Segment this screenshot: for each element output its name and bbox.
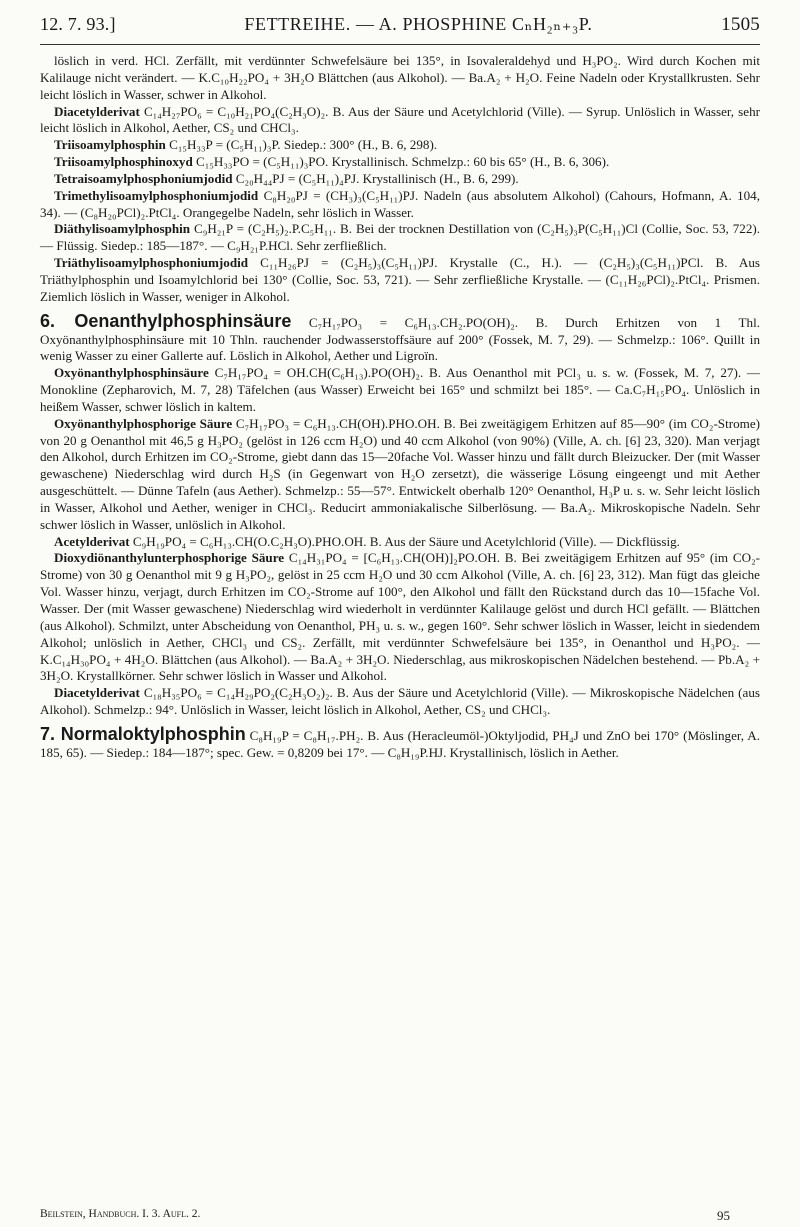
entry-heading: Triisoamylphosphin: [54, 137, 166, 153]
entry: [40, 137, 760, 154]
paragraph: [40, 53, 760, 104]
entry: [40, 171, 760, 188]
header-date: 12. 7. 93.]: [40, 14, 116, 34]
section-heading: 6. Oenanthylphosphinsäure: [40, 310, 292, 331]
entry-text: C₁₅H₃₃P = (C₅H₁₁)₃P. Siedep.: 300° (H., B. 6, 298).: [165, 137, 438, 153]
entry-text: C₈H₂₀PJ = (CH₃)₃(C₅H₁₁)PJ. Nadeln (aus absolutem Alkohol) (Cahours, Hofmann, A. 104, 34). — (C₈H₂₀PCl)₂.PtCl₄. Orangegelbe Nadeln, sehr löslich in Wasser.: [40, 187, 760, 220]
page-footer: [40, 1208, 760, 1224]
footer-signature: 95: [717, 1208, 730, 1223]
entry: [40, 188, 760, 222]
entry-text: C₁₁H₂₆PJ = (C₂H₅)₃(C₅H₁₁)PJ. Krystalle (C., H.). — (C₂H₅)₃(C₅H₁₁)PCl. B. Aus Triäthylphosphin und Isoamylchlorid bei 130° (Collie, Soc. 53, 721). — Sehr zerfließliche Krystalle. — (C₁₁H₂₆PCl)₂.PtCl₄. Prismen. Ziemlich löslich in Wasser, weniger in Alkohol.: [40, 255, 760, 304]
entry-heading: Oxyönanthylphosphinsäure: [54, 365, 209, 381]
entry-text: C₁₈H₃₅PO₆ = C₁₄H₂₉PO₂(C₂H₃O₂)₂. B. Aus der Säure und Acetylchlorid (Ville). — Mikroskopische Nädelchen (aus Alkohol). Schmelzp.: 94°. Unlöslich in Wasser, leicht löslich in Alkohol, Aether, CS₂ und CHCl₃.: [40, 685, 760, 718]
entry-text: C₇H₁₇PO₃ = C₆H₁₃.CH₂.PO(OH)₂. B. Durch Erhitzen von 1 Thl. Oxyönanthylphosphinsäure mit 10 Thln. rauchender Jodwasserstoffsäure auf 200° (Fossek, M. 7, 29). — Schmelzp.: 106°. Quillt in wenig Wasser zu einer Gallerte auf. Löslich in Alkohol, Aether und Ligroïn.: [40, 314, 761, 364]
paragraph-text: löslich in verd. HCl. Zerfällt, mit verdünnter Schwefelsäure bei 135°, in Isovaleraldehyd und H₃PO₂. Wird durch Kochen mit Kalilauge nicht verändert. — K.C₁₀H₂₂PO₄ + 3H₂O Blättchen (aus Alkohol). — Ba.A₂ + H₂O. Feine Nadeln oder Krystallkrusten. Sehr leicht löslich in Wasser, schwer in Alkohol.: [40, 53, 760, 102]
entry-heading: Diacetylderivat: [54, 685, 140, 701]
entry-heading: Diäthylisoamylphosphin: [54, 221, 191, 237]
entry: [40, 685, 760, 719]
entry-text: C₂₀H₄₄PJ = (C₅H₁₁)₄PJ. Krystallinisch (H., B. 6, 299).: [232, 170, 519, 186]
entry-text: C₁₄H₃₁PO₄ = [C₆H₁₃.CH(OH)]₂PO.OH. B. Bei zweitägigem Erhitzen auf 95° (im CO₂-Strome) von 30 g Oenanthol mit 9 g H₃PO₂, gelöst in 25 ccm H₂O und 30 ccm Alkohol (Ville, A. ch. [6] 23, 312). Man fügt das gleiche Vol. Wasser hinzu, verjagt, durch Erhitzen im CO₂-Strome auf 100°, den Alkohol und fällt den Rückstand durch das 10—15fache Vol. Wasser. Der (mit Wasser gewaschene) Niederschlag wird wiederholt in verdünnter Kalilauge gelöst und durch HCl gefällt. — Blättchen (aus Alkohol). Schmilzt, unter Abscheidung von Oenanthol, PH₃ u. s. w., gegen 160°. Sehr schwer löslich in Wasser, leicht in siedendem Alkohol; unlöslich in Aether, CHCl₃ und CS₂. Zerfällt, mit verdünnter Schwefelsäure bei 135°, in Oenanthol und H₃PO₂. — K.C₁₄H₃₀PO₄ + 4H₂O. Blättchen (aus Alkohol). — Ba.A₂ + 3H₂O. Niederschlag, aus mikroskopischen Nädelchen bestehend. — Pb.A₂ + 3H₂O. Krystallkörner. Sehr schwer löslich in Wasser und Alkohol.: [40, 550, 760, 684]
entry: [40, 154, 760, 171]
section-entry: [40, 723, 760, 762]
entry: [40, 221, 760, 255]
entry: [40, 104, 760, 138]
header-rule: [40, 44, 760, 45]
page-number: 1505: [721, 14, 760, 35]
page-body: [40, 53, 760, 762]
entry: [40, 550, 760, 685]
footer-source: Beilstein, Handbuch. I. 3. Aufl. 2.: [40, 1208, 201, 1220]
section-heading: 7. Normaloktylphosphin: [40, 723, 246, 744]
entry-heading: Dioxydiönanthylunterphosphorige Säure: [54, 550, 285, 566]
entry-text: C₉H₁₉PO₄ = C₆H₁₃.CH(O.C₂H₃O).PHO.OH. B. Aus der Säure und Acetylchlorid (Ville). — Dickflüssig.: [129, 533, 680, 549]
entry-heading: Triäthylisoamylphosphoniumjodid: [54, 255, 249, 271]
entry: [40, 255, 760, 306]
entry-text: C₇H₁₇PO₄ = OH.CH(C₆H₁₃).PO(OH)₂. B. Aus Oenanthol mit PCl₃ u. s. w. (Fossek, M. 7, 27). — Monokline (Zepharovich, M. 7, 28) Täfelchen (aus Wasser) Erweicht bei 165° und schmilzt bei 185°. — Ca.C₇H₁₅PO₄. Unlöslich in heißem Wasser, schwer löslich in kaltem.: [40, 365, 760, 414]
entry-text: C₁₄H₂₇PO₆ = C₁₀H₂₁PO₄(C₂H₃O)₂. B. Aus der Säure und Acetylchlorid (Ville). — Syrup. Unlöslich in Wasser, sehr leicht löslich in Alkohol, Aether, CS₂ und CHCl₃.: [40, 103, 760, 136]
entry-heading: Tetraisoamylphosphoniumjodid: [54, 170, 233, 186]
entry-text: C₉H₂₁P = (C₂H₅)₂.P.C₅H₁₁. B. Bei der trocknen Destillation von (C₂H₅)₃P(C₅H₁₁)Cl (Collie, Soc. 53, 722). — Flüssig. Siedep.: 185—187°. — C₉H₂₁P.HCl. Sehr zerfließlich.: [40, 221, 760, 254]
section-entry: [40, 310, 761, 366]
entry: [40, 534, 760, 551]
entry-heading: Triisoamylphosphinoxyd: [54, 154, 193, 170]
entry-text: C₇H₁₇PO₃ = C₆H₁₃.CH(OH).PHO.OH. B. Bei zweitägigem Erhitzen auf 85—90° (im CO₂-Strome) von 20 g Oenanthol mit 46,5 g H₃PO₂ (gelöst in 126 ccm H₂O) und 40 ccm Alkohol (von 90%) (Ville, A. ch. [6] 23, 320). Man verjagt den Alkohol, durch Erhitzen im CO₂-Strome, giebt dann das 15—20fache Vol. Wasser hinzu und fällt durch Bleizucker. Der (mit Wasser gewaschene) Niederschlag wird durch H₂S (in Gegenwart von H₂O zersetzt), die wässerige Lösung eingeengt und mit Aether ausgeschüttelt. — Dünne Tafeln (aus Aether). Schmelzp.: 55—57°. Entwickelt oberhalb 120° Oenanthol, H₃P u. s. w. Sehr leicht löslich in Wasser, Alkohol und Aether, weniger in CHCl₃. Reducirt ammoniakalische Silberlösung. — Ba.A₂. Mikroskopische Nadeln. Sehr schwer löslich in Wasser, unlöslich in Alkohol.: [40, 415, 760, 532]
running-title: FETTREIHE. — A. PHOSPHINE CₙH₂ₙ₊₃P.: [244, 14, 593, 34]
entry-heading: Trimethylisoamylphosphoniumjodid: [54, 187, 259, 203]
entry-text: C₁₅H₃₃PO = (C₅H₁₁)₃PO. Krystallinisch. Schmelzp.: 60 bis 65° (H., B. 6, 306).: [192, 154, 610, 170]
entry-heading: Diacetylderivat: [54, 103, 140, 119]
page-header: [40, 14, 760, 44]
entry-heading: Acetylderivat: [54, 533, 130, 549]
entry-text: C₈H₁₉P = C₈H₁₇.PH₂. B. Aus (Heracleumöl-)Oktyljodid, PH₄J und ZnO bei 170° (Möslinger, A. 185, 65). — Siedep.: 184—187°; spec. Gew. = 0,8209 bei 17°. — C₈H₁₉P.HJ. Krystallinisch, löslich in Aether.: [40, 727, 760, 760]
entry: [40, 365, 760, 416]
entry-heading: Oxyönanthylphosphorige Säure: [54, 415, 233, 431]
entry: [40, 416, 760, 534]
